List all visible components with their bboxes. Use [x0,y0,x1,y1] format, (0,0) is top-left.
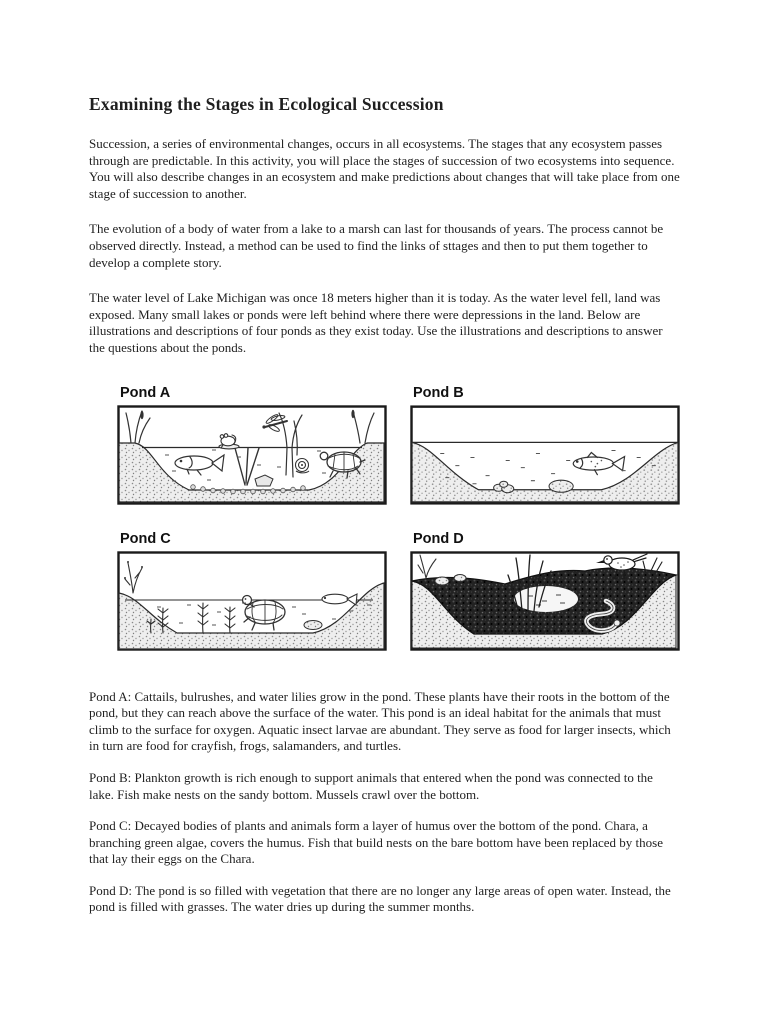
pond-b-illustration [410,405,680,505]
intro-paragraph-3: The water level of Lake Michigan was once 18 meters higher than it is today. As the water level fell, land was exposed. Many small lakes or ponds were left behind where there were depressions in the land. Below are illustrations and descriptions of four ponds as they exist today. Use the illustrations and descriptions to answer the questions about the ponds. [89,290,663,355]
pond-a-description: Pond A: Cattails, bulrushes, and water lilies grow in the pond. These plants have their roots in the bottom of the pond, but they can reach above the surface of the water. This pond is an ideal habitat for the animals that must climb to the surface for oxygen. Aquatic insect larvae are abundant. They serve as food for larger insects, which in turn are food for crayfish, frogs, salamanders, and turtles. [89,688,671,754]
pond-c-rock [304,620,322,629]
pond-b-figure [410,385,680,505]
pond-d-label: Pond D [413,530,464,547]
pond-descriptions [89,689,693,917]
pond-c-illustration [117,551,387,651]
pond-d-illustration [410,551,680,651]
pond-c-label: Pond C [120,530,171,547]
intro-paragraph-1: Succession, a series of environmental changes, occurs in all ecosystems. The stages that any ecosystem passes through are predictable. In this activity, you will place the stages of succession of two ecosystems into sequence. You will also describe changes in an ecosystem and make predictions about changes that will take place from one stage of succession to another. [89,136,680,201]
intro-paragraph-2: The evolution of a body of water from a lake to a marsh can last for thousands of years. The process cannot be observed directly. Instead, a method can be used to find the links of sttages and then to put them together to develop a complete story. [89,221,664,270]
page-title: Examining the Stages in Ecological Succession [89,94,444,114]
pond-c-figure [117,531,387,651]
pond-d-figure [410,531,680,651]
pond-b-label: Pond B [413,384,464,401]
pond-a-figure [117,385,387,505]
pond-figures-grid [117,385,693,651]
pond-a-label: Pond A [120,384,171,401]
pond-d-description: Pond D: The pond is so filled with vegetation that there are no longer any large areas of open water. Instead, the pond is filled with grasses. The water dries up during the summer months. [89,882,671,915]
pond-c-description: Pond C: Decayed bodies of plants and animals form a layer of humus over the bottom of the pond. Chara, a branching green algae, covers the humus. Fish that build nests on the bare bottom have been replaced by those that lay their eggs on the Chara. [89,818,663,867]
pond-d-open-water [514,586,578,612]
pond-a-illustration [117,405,387,505]
pond-b-description: Pond B: Plankton growth is rich enough to support animals that entered when the pond was connected to the lake. Fish make nests on the sandy bottom. Mussels crawl over the bottom. [89,769,653,802]
